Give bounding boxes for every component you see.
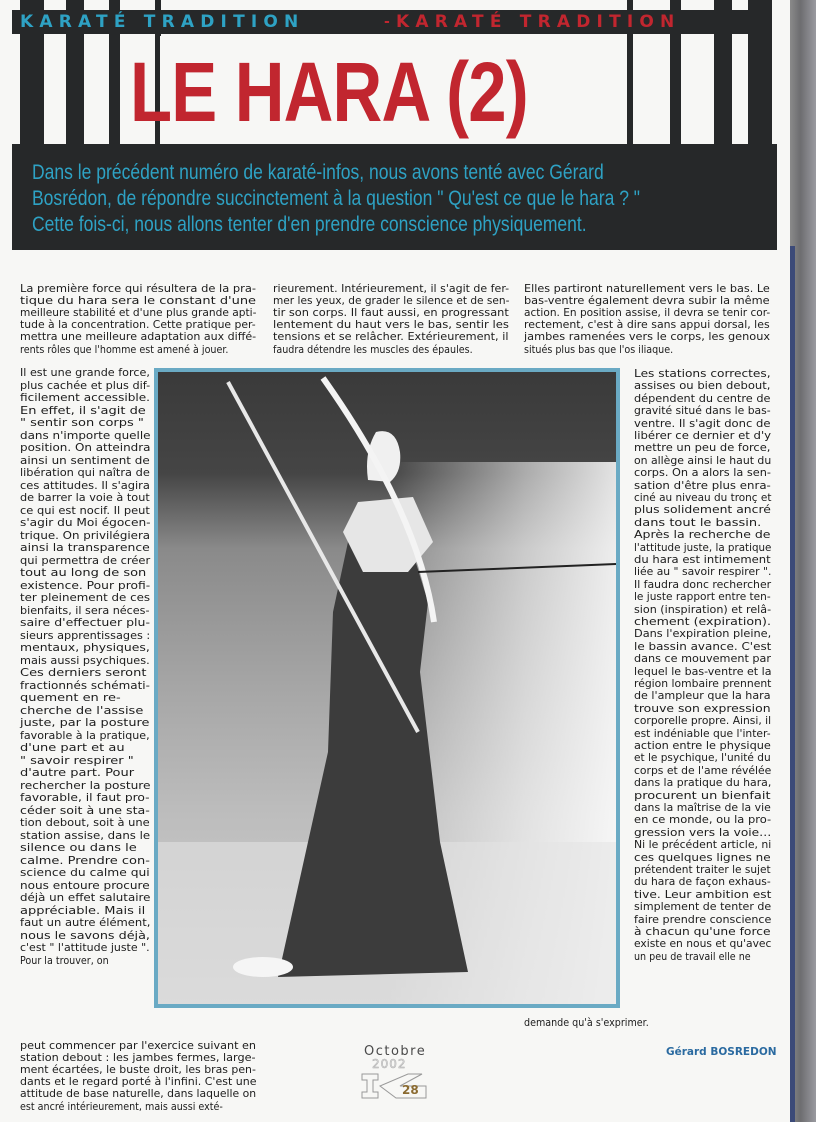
article-line: meilleure stabilité et d'une plus grande apti- xyxy=(20,307,257,320)
article-line: ficilement accessible. xyxy=(20,392,150,404)
article-line: calme. Prendre con- xyxy=(20,854,150,867)
article-line: liée au " savoir respirer ". xyxy=(634,566,772,579)
archer-photo-image xyxy=(158,372,616,1004)
article-line: mettra une meilleure adaptation aux diffé- xyxy=(20,331,257,344)
article-line: gravité situé dans le bas- xyxy=(634,405,771,418)
article-line: existe en nous et qu'avec xyxy=(634,938,772,951)
article-line: lentement du haut vers le bas, sentir les xyxy=(273,319,509,332)
article-line: est ancré intérieurement, mais aussi exté- xyxy=(20,1100,223,1113)
article-line: tion debout, soit à une xyxy=(20,817,150,829)
page-title: LE HARA (2) xyxy=(130,45,528,139)
article-line: action entre le physique xyxy=(634,740,771,752)
article-line: plus solidement ancré xyxy=(634,504,771,517)
article-line: du hara est intimement xyxy=(634,554,771,566)
article-line: mer les yeux, de grader le silence et de sen- xyxy=(273,295,510,308)
article-line: quement en re- xyxy=(20,692,121,704)
article-line: Pour la trouver, on xyxy=(20,954,109,967)
article-line: corporelle propre. Ainsi, il xyxy=(634,715,772,728)
article-line: trique. On privilégiera xyxy=(20,529,151,542)
article-line: ce qui est nocif. Il peut xyxy=(20,504,150,517)
article-line: demande qu'à s'exprimer. xyxy=(524,1017,649,1029)
article-line: libération qui naîtra de xyxy=(20,467,150,479)
article-line: ainsi la transparence xyxy=(20,542,150,554)
article-line: peut commencer par l'exercice suivant en xyxy=(20,1040,257,1052)
article-line: station debout : les jambes fermes, large- xyxy=(20,1052,256,1065)
article-line: Il faudra donc rechercher xyxy=(634,578,772,591)
article-line: Dans l'expiration pleine, xyxy=(634,628,772,641)
article-line: Les stations correctes, xyxy=(634,368,771,380)
article-line: juste, par la posture xyxy=(20,717,150,729)
article-line: jambes ramenées vers le corps, les genoux xyxy=(524,331,771,344)
article-line: dans ce mouvement par xyxy=(634,653,771,666)
band-text-right: KARATÉ TRADITION xyxy=(396,12,681,32)
article-line: sation d'être plus enra- xyxy=(634,479,771,492)
article-line: et le psychique, l'unité du xyxy=(634,752,771,765)
article-line: gression vers la voie… xyxy=(634,826,772,839)
article-line: on allège ainsi le haut du xyxy=(634,454,772,467)
issue-year: 2002 xyxy=(372,1057,407,1071)
article-line: de l'ampleur que la hara xyxy=(634,690,771,703)
article-line: attitude de base naturelle, dans laquelle on xyxy=(20,1088,257,1101)
article-line: faut un autre élément, xyxy=(20,917,151,929)
article-line: bas-ventre également devra subir la même xyxy=(524,295,770,308)
article-line: rechercher la posture xyxy=(20,779,151,792)
article-line: nous entoure procure xyxy=(20,879,150,892)
article-line: cherche de l'assise xyxy=(20,704,144,717)
article-line: en ce monde, ou la pro- xyxy=(634,814,772,827)
article-line: La première force qui résultera de la pra- xyxy=(20,283,257,295)
article-line: le juste rapport entre ten- xyxy=(634,591,771,604)
article-line: plus cachée et plus dif- xyxy=(20,379,151,392)
page-number: 28 xyxy=(402,1083,419,1097)
intro-line: Dans le précédent numéro de karaté-infos, nous avons tenté avec Gérard xyxy=(32,160,604,184)
article-line: appréciable. Mais il xyxy=(20,904,146,917)
article-line: " savoir respirer " xyxy=(20,754,134,767)
article-line: qui permettra de créer xyxy=(20,554,151,567)
article-line: favorable, il faut pro- xyxy=(20,792,150,804)
issue-month: Octobre xyxy=(364,1044,427,1059)
article-line: dans la pratique du hara, xyxy=(634,777,772,790)
article-line: ces attitudes. Il s'agira xyxy=(20,479,150,492)
article-line: rents rôles que l'homme est amené à jouer. xyxy=(20,343,229,356)
article-line: dans la maîtrise de la vie xyxy=(634,802,771,814)
article-line: " sentir son corps " xyxy=(20,417,144,429)
article-line: ciné au niveau du tronç et xyxy=(634,492,772,504)
article-line: lequel le bas-ventre et la xyxy=(634,665,772,678)
article-line: Ni le précédent article, ni xyxy=(634,839,772,852)
article-line: tude à la concentration. Cette pratique per- xyxy=(20,319,256,332)
article-line: nous le savons déjà, xyxy=(20,929,150,942)
article-line: ainsi un sentiment de xyxy=(20,454,150,467)
article-line: sieurs apprentissages : xyxy=(20,629,151,642)
article-line: procurent un bienfait xyxy=(634,789,771,802)
article-line: tique du hara sera le constant d'une xyxy=(20,295,257,308)
article-line: tive. Leur ambition est xyxy=(634,888,772,901)
article-line: est indéniable que l'inter- xyxy=(634,727,771,740)
article-line: action. En position assise, il devra se tenir cor- xyxy=(524,307,771,320)
intro-line: Bosrédon, de répondre succinctement à la question " Qu'est ce que le hara ? " xyxy=(32,186,641,210)
article-line: mais aussi psychiques. xyxy=(20,654,150,667)
band-text-left: KARATÉ TRADITION xyxy=(20,12,305,32)
article-line: céder soit à une sta- xyxy=(20,804,150,817)
intro-line: Cette fois-ci, nous allons tenter d'en prendre conscience physiquement. xyxy=(32,212,587,236)
article-line: un peu de travail elle ne xyxy=(634,950,751,963)
article-line: sion (inspiration) et relâ- xyxy=(634,603,772,616)
article-line: mettre un peu de force, xyxy=(634,442,771,455)
article-line: faudra détendre les muscles des épaules. xyxy=(273,343,473,356)
article-line: de barrer la voie à tout xyxy=(20,492,150,504)
article-line: Elles partiront naturellement vers le bas. Le xyxy=(524,283,770,295)
article-line: déjà un effet salutaire xyxy=(20,892,151,904)
author-signature: Gérard BOSREDON xyxy=(666,1046,777,1058)
article-line: bienfaits, il sera néces- xyxy=(20,604,150,617)
article-line: Il est une grande force, xyxy=(20,367,150,379)
article-line: station assise, dans le xyxy=(20,829,151,842)
article-line: région lombaire prennent xyxy=(634,678,772,690)
article-line: d'une part et au xyxy=(20,742,125,754)
article-line: silence ou dans le xyxy=(20,842,137,854)
article-line: c'est " l'attitude juste ". xyxy=(20,942,150,954)
article-line: science du calme qui xyxy=(20,867,150,879)
article-line: favorable à la pratique, xyxy=(20,729,150,742)
article-line: En effet, il s'agit de xyxy=(20,404,146,417)
article-line: rectement, c'est à dire sans appui dorsal, les xyxy=(524,319,770,332)
article-line: dépendent du centre de xyxy=(634,392,771,405)
article-line: ces quelques lignes ne xyxy=(634,851,771,864)
article-line: corps. On a alors la sen- xyxy=(634,467,771,480)
article-line: tout au long de son xyxy=(20,567,147,579)
article-line: prétendent traiter le sujet xyxy=(634,864,771,876)
article-line: position. On atteindra xyxy=(20,442,151,454)
article-line: ventre. Il s'agit donc de xyxy=(634,417,771,430)
article-line: mentaux, physiques, xyxy=(20,642,150,654)
article-line: existence. Pour profi- xyxy=(20,579,151,592)
article-line: tensions et se relâcher. Extérieurement, il xyxy=(273,331,509,344)
article-line: ment écartées, le buste droit, les bras pen- xyxy=(20,1064,256,1077)
article-line: faire prendre conscience xyxy=(634,913,772,926)
article-line: dans n'importe quelle xyxy=(20,429,151,442)
article-line: d'autre part. Pour xyxy=(20,767,135,779)
spine-edge xyxy=(790,246,795,1122)
article-line: corps et de l'ame révélée xyxy=(634,764,772,777)
article-line: Après la recherche de xyxy=(634,529,771,542)
article-line: s'agir du Moi égocen- xyxy=(20,517,151,529)
article-line: le bassin avance. C'est xyxy=(634,640,772,653)
article-line: l'attitude juste, la pratique xyxy=(634,541,772,554)
article-line: libérer ce dernier et d'y xyxy=(634,430,772,442)
article-line: Ces derniers seront xyxy=(20,667,147,679)
article-line: rieurement. Intérieurement, il s'agit de fer- xyxy=(273,283,510,295)
article-line: à chacun qu'une force xyxy=(634,926,771,938)
article-line: ter pleinement de ces xyxy=(20,592,151,604)
article-line: situés plus bas que l'os iliaque. xyxy=(524,343,674,356)
article-line: du hara de façon exhaus- xyxy=(634,876,771,889)
article-line: chement (expiration). xyxy=(634,616,771,628)
article-line: simplement de tenter de xyxy=(634,901,772,914)
article-line: fractionnés schémati- xyxy=(20,679,150,692)
intro-box xyxy=(12,144,777,250)
band-separator: - xyxy=(384,14,390,30)
article-line: trouve son expression xyxy=(634,702,771,715)
article-line: tir son corps. Il faut aussi, en progressant xyxy=(273,307,509,320)
ki-logo-icon xyxy=(360,1070,430,1102)
article-line: dants et le regard porté à l'infini. C'est une xyxy=(20,1076,257,1089)
article-line: assises ou bien debout, xyxy=(634,380,771,393)
kyudo-archer-photo xyxy=(154,368,620,1008)
article-line: dans tout le bassin. xyxy=(634,516,762,529)
article-line: saire d'effectuer plu- xyxy=(20,617,150,629)
